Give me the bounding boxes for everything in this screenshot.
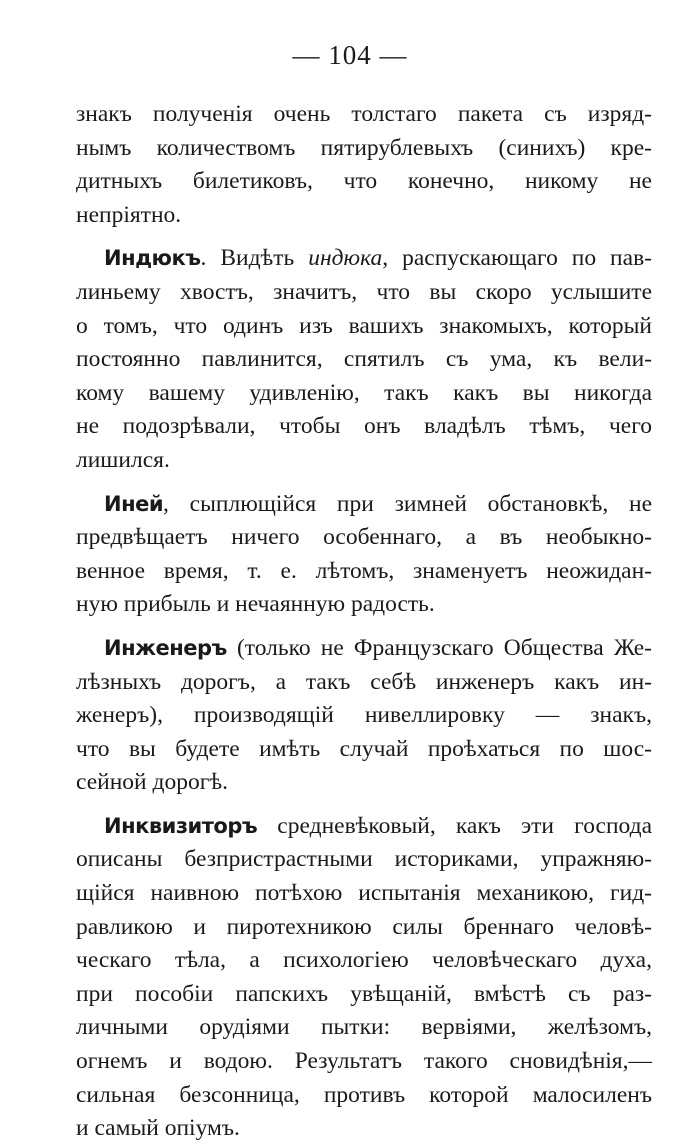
text-line: постоянно павлинится, спятилъ съ ума, къ вели- [76, 346, 652, 373]
text-line: не подозрѣвали, чтобы онъ владѣлъ тѣмъ, чего [76, 413, 652, 440]
page-number: — 104 — [292, 40, 408, 70]
text-line: лѣзныхъ дорогъ, а такъ себѣ инженеръ какъ ин- [76, 668, 652, 695]
text-line: что вы будете имѣть случай проѣхаться по шос- [76, 735, 652, 762]
entry-iney [76, 488, 652, 622]
entry-first-line [76, 242, 652, 276]
text-line: дитныхъ билетиковъ, что конечно, никому не [76, 168, 652, 195]
entry-text: (только не Французскаго Общества Же- [226, 634, 652, 661]
text-line: женеръ), производящій нивеллировку — знакъ, [76, 702, 652, 729]
text-line: сильная безсонница, противъ которой малосиленъ [76, 1081, 652, 1108]
entry-indyuk [76, 242, 652, 477]
text-line: непріятно. [76, 201, 182, 228]
entry-headword: Инквизиторъ [104, 813, 258, 838]
text-line: личными орудіями пытки: вервіями, желѣзомъ, [76, 1014, 652, 1041]
entry-headword: Индюкъ [104, 246, 201, 271]
entry-inzhener [76, 632, 652, 800]
entry-text: средневѣковый, какъ эти господа [257, 812, 652, 839]
text-line: ческаго тѣла, а психологіею человѣческаго духа, [76, 947, 652, 974]
text-line: нымъ количествомъ пятирублевыхъ (синихъ) кре- [76, 134, 652, 161]
text-line: щійся наивною потѣхою испытанія механикою, гид- [76, 880, 652, 907]
text-line: сейной дорогѣ. [76, 769, 228, 796]
text-line: линьему хвостъ, значитъ, что вы скоро услышите [76, 278, 652, 305]
text-line: о томъ, что одинъ изъ вашихъ знакомыхъ, который [76, 312, 652, 339]
text-line: и самый опіумъ. [76, 1115, 240, 1142]
text-line: огнемъ и водою. Результатъ такого сновидѣнія,— [76, 1048, 652, 1075]
entry-first-line [76, 488, 652, 522]
text-line: венное время, т. е. лѣтомъ, знаменуетъ неожидан- [76, 557, 652, 584]
text-line: кому вашему удивленію, такъ какъ вы никогда [76, 379, 652, 406]
text-line: описаны безпристрастными историками, упражняю- [76, 846, 652, 873]
entry-emphasis: индюка [308, 245, 383, 272]
entry-headword: Инженеръ [104, 635, 227, 660]
entry-text: , сыплющійся при зимней обстановкѣ, не [163, 490, 652, 517]
entry-inkvizitor [76, 810, 652, 1146]
entry-text: . Видѣть [200, 245, 309, 272]
entry-first-line [76, 810, 652, 844]
page-body [76, 98, 652, 1146]
text-line: лишился. [76, 446, 170, 473]
text-line: ную прибыль и нечаянную радость. [76, 591, 435, 618]
entry-first-line [76, 632, 652, 666]
entry-text: , распускающаго по пав- [382, 245, 652, 272]
entry-headword: Иней [104, 491, 164, 516]
text-line: знакъ полученія очень толстаго пакета съ изряд- [76, 101, 652, 127]
text-line: при пособіи папскихъ увѣщаній, вмѣстѣ съ раз- [76, 980, 652, 1007]
text-line: равликою и пиротехникою силы бреннаго человѣ- [76, 913, 652, 940]
text-line: предвѣщаетъ ничего особеннаго, а въ необыкно- [76, 524, 652, 551]
paragraph-continuation [76, 98, 652, 232]
